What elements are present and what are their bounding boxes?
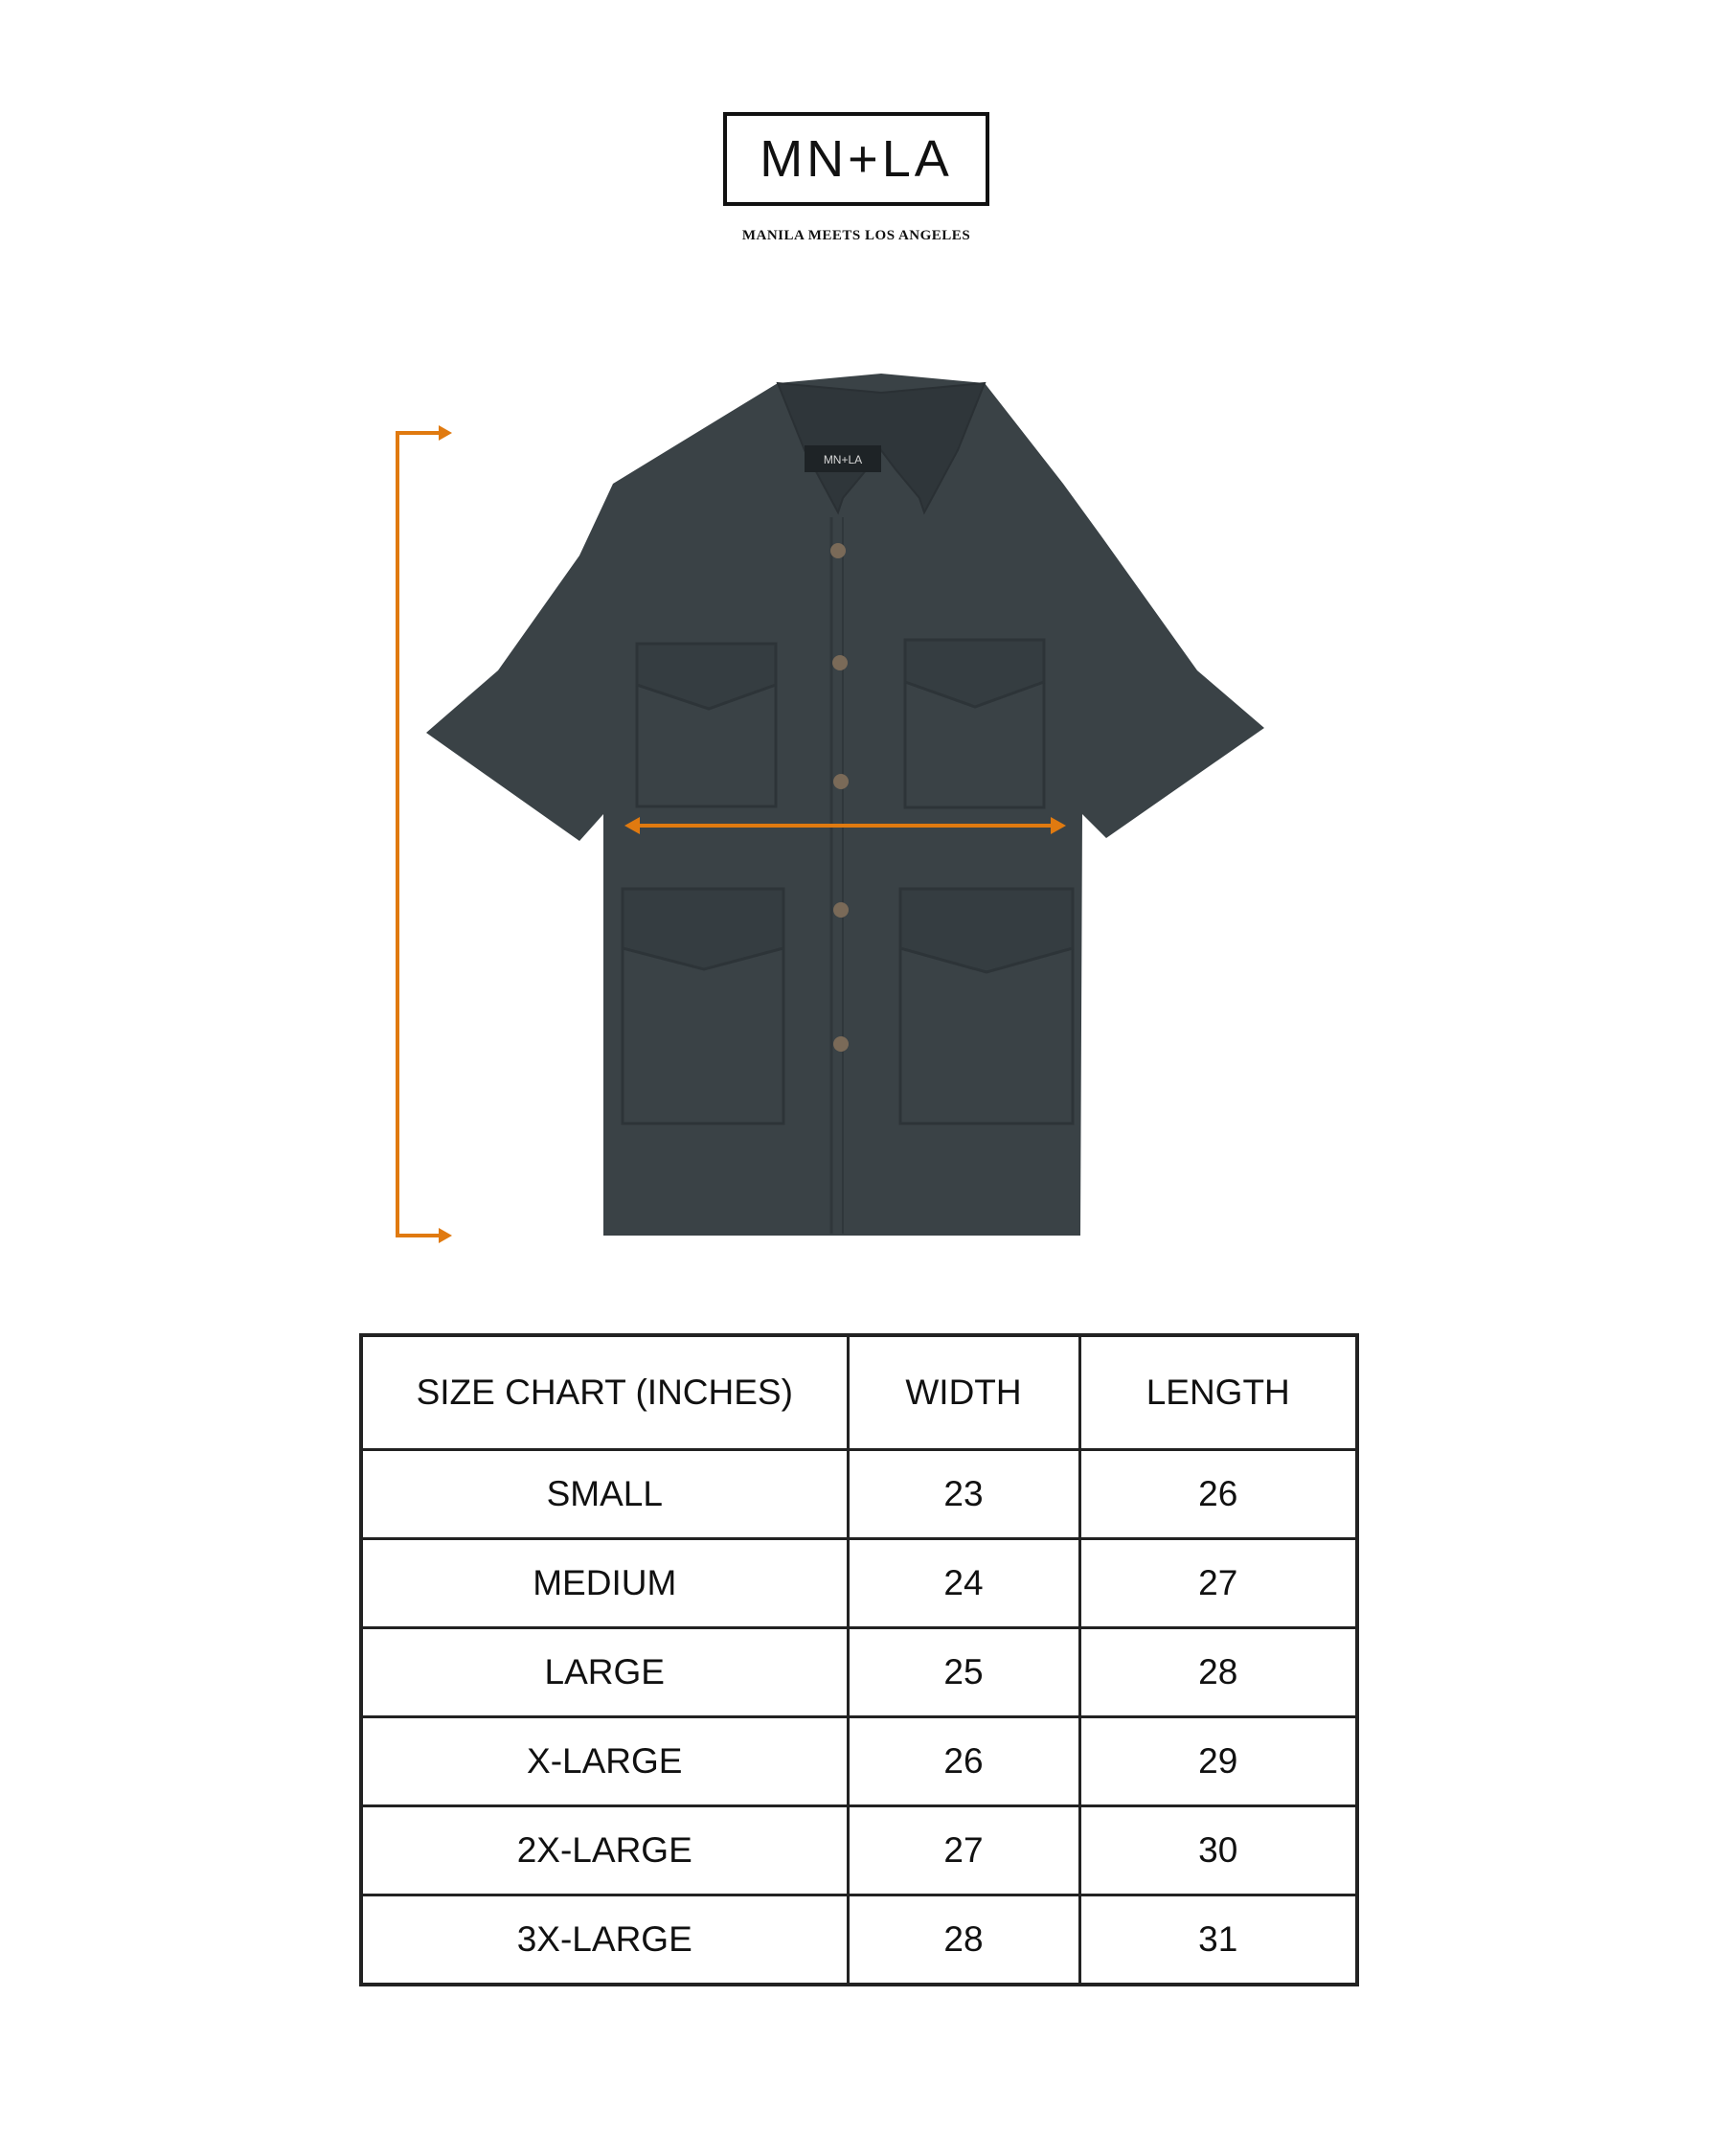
logo-text: MN+LA bbox=[760, 130, 953, 188]
header-length: LENGTH bbox=[1079, 1335, 1357, 1450]
brand-tagline: MANILA MEETS LOS ANGELES bbox=[741, 228, 971, 243]
shirt-body bbox=[426, 374, 1264, 1236]
width-cell: 26 bbox=[848, 1717, 1079, 1806]
length-cell: 27 bbox=[1079, 1539, 1357, 1628]
width-cell: 24 bbox=[848, 1539, 1079, 1628]
shirt-button bbox=[830, 543, 846, 558]
length-measure-arrow bbox=[396, 433, 448, 1236]
length-cell: 26 bbox=[1079, 1450, 1357, 1539]
length-cell: 30 bbox=[1079, 1806, 1357, 1895]
length-cell: 28 bbox=[1079, 1628, 1357, 1717]
shirt-button bbox=[833, 774, 849, 789]
size-chart-header-row bbox=[361, 1335, 1357, 1450]
size-cell: MEDIUM bbox=[361, 1539, 848, 1628]
shirt-button bbox=[833, 902, 849, 918]
size-chart-table bbox=[359, 1333, 1359, 1986]
table-row bbox=[361, 1717, 1357, 1806]
length-cell: 29 bbox=[1079, 1717, 1357, 1806]
header-size-chart: SIZE CHART (INCHES) bbox=[361, 1335, 848, 1450]
shirt-button bbox=[832, 655, 848, 670]
size-cell: LARGE bbox=[361, 1628, 848, 1717]
table-row bbox=[361, 1806, 1357, 1895]
table-row bbox=[361, 1895, 1357, 1986]
size-cell: 3X-LARGE bbox=[361, 1895, 848, 1986]
size-cell: SMALL bbox=[361, 1450, 848, 1539]
width-cell: 25 bbox=[848, 1628, 1079, 1717]
shirt-button bbox=[833, 1036, 849, 1052]
header-width: WIDTH bbox=[848, 1335, 1079, 1450]
length-cell: 31 bbox=[1079, 1895, 1357, 1986]
table-row bbox=[361, 1539, 1357, 1628]
width-cell: 28 bbox=[848, 1895, 1079, 1986]
table-row bbox=[361, 1450, 1357, 1539]
size-cell: 2X-LARGE bbox=[361, 1806, 848, 1895]
width-cell: 27 bbox=[848, 1806, 1079, 1895]
neck-label-text: MN+LA bbox=[823, 453, 863, 466]
width-cell: 23 bbox=[848, 1450, 1079, 1539]
size-cell: X-LARGE bbox=[361, 1717, 848, 1806]
table-row bbox=[361, 1628, 1357, 1717]
